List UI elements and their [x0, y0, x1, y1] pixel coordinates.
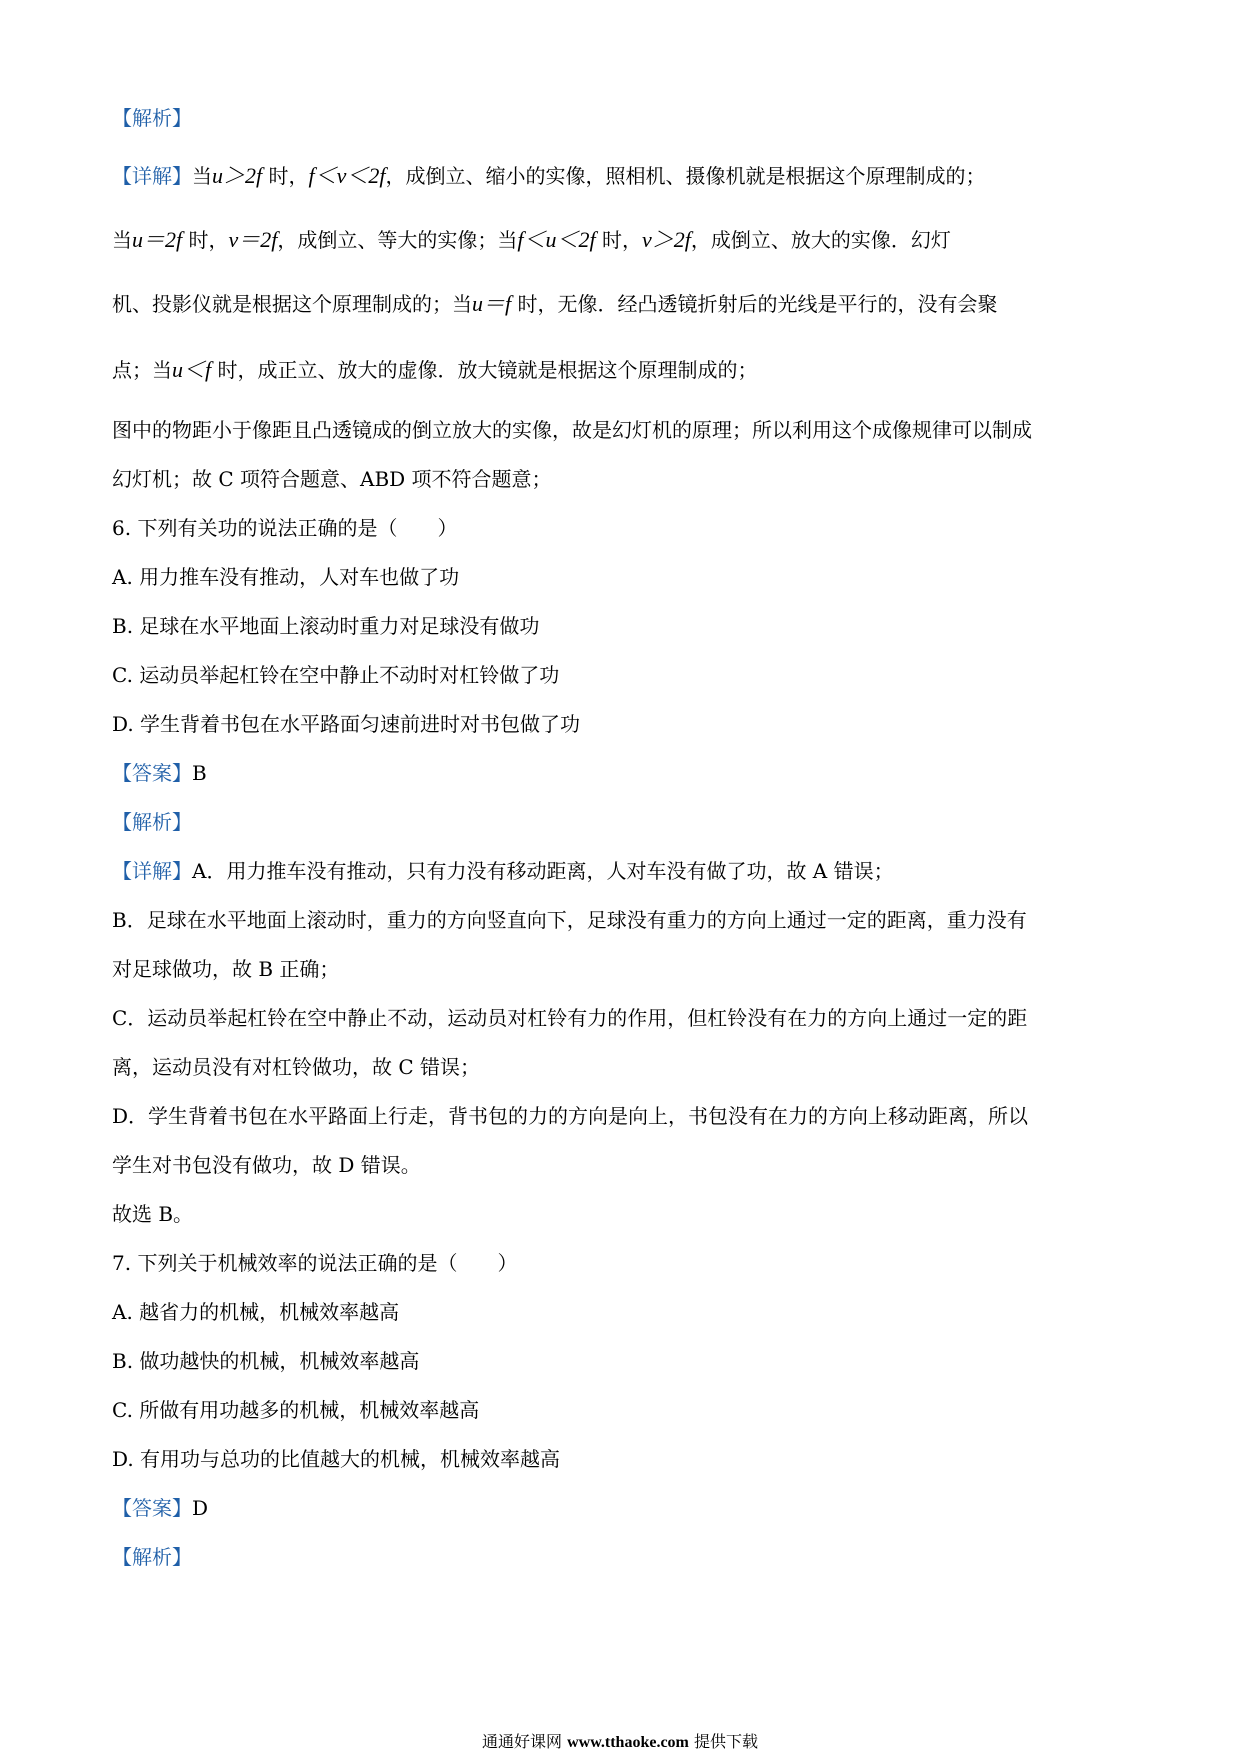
question-6-stem: 6. 下列有关功的说法正确的是（ ）	[112, 516, 458, 540]
detail-paragraph-line-1: 【详解】当u＞2f 时，f＜v＜2f，成倒立、缩小的实像，照相机、摄像机就是根据这个原理制成的；	[112, 163, 986, 188]
detail-paragraph-line-3: 机、投影仪就是根据这个原理制成的；当u＝f 时，无像．经凸透镜折射后的光线是平行的，没有会聚	[112, 291, 998, 316]
math-condition: f＜v＜2f	[308, 163, 386, 188]
math-condition: u＝f	[472, 291, 512, 316]
detail-paragraph-line-6: 幻灯机；故 C 项符合题意、ABD 项不符合题意；	[112, 467, 552, 491]
math-condition: f＜u＜2f	[517, 227, 596, 252]
question-6-analysis-heading: 【解析】	[112, 810, 192, 834]
question-6-detail-line-3: 对足球做功，故 B 正确；	[112, 957, 340, 981]
answer-value: B	[192, 761, 207, 785]
question-7-stem: 7. 下列关于机械效率的说法正确的是（ ）	[112, 1251, 518, 1275]
question-6-detail-line-2: B．足球在水平地面上滚动时，重力的方向竖直向下，足球没有重力的方向上通过一定的距离，重力没有	[112, 908, 1027, 932]
math-condition: u＞2f	[212, 163, 263, 188]
page-footer	[0, 1732, 1240, 1753]
question-7-analysis-heading: 【解析】	[112, 1545, 192, 1569]
detail-heading: 【详解】	[112, 859, 192, 883]
answer-heading: 【答案】	[112, 1496, 192, 1520]
question-6-option-c: C. 运动员举起杠铃在空中静止不动时对杠铃做了功	[112, 663, 560, 687]
answer-value: D	[192, 1496, 209, 1520]
detail-paragraph-line-5: 图中的物距小于像距且凸透镜成的倒立放大的实像，故是幻灯机的原理；所以利用这个成像规律可以制成	[112, 418, 1032, 442]
detail-paragraph-line-2: 当u＝2f 时，v＝2f，成倒立、等大的实像；当f＜u＜2f 时，v＞2f，成倒立、放大的实像．幻灯	[112, 227, 951, 252]
question-6-answer	[112, 759, 207, 787]
question-6-detail-line-1: 【详解】A．用力推车没有推动，只有力没有移动距离，人对车没有做了功，故 A 错误；	[112, 859, 894, 883]
question-6-option-d: D. 学生背着书包在水平路面匀速前进时对书包做了功	[112, 712, 581, 736]
detail-heading: 【详解】	[112, 164, 192, 188]
question-7-option-c: C. 所做有用功越多的机械，机械效率越高	[112, 1398, 480, 1422]
question-6-detail-line-6: D．学生背着书包在水平路面上行走，背书包的力的方向是向上，书包没有在力的方向上移动距离，所以	[112, 1104, 1029, 1128]
question-6-detail-line-5: 离，运动员没有对杠铃做功，故 C 错误；	[112, 1055, 481, 1079]
question-7-option-b: B. 做功越快的机械，机械效率越高	[112, 1349, 420, 1373]
question-7-answer	[112, 1494, 208, 1522]
footer-suffix: 提供下载	[693, 1732, 758, 1751]
answer-heading: 【答案】	[112, 761, 192, 785]
question-6-option-a: A. 用力推车没有推动，人对车也做了功	[112, 565, 460, 589]
detail-paragraph-line-4: 点；当u＜f 时，成正立、放大的虚像．放大镜就是根据这个原理制成的；	[112, 357, 758, 382]
analysis-heading: 【解析】	[112, 106, 192, 130]
footer-site-name: 通通好课网	[482, 1732, 563, 1751]
math-condition: v＝2f	[228, 227, 278, 252]
question-6-option-b: B. 足球在水平地面上滚动时重力对足球没有做功	[112, 614, 540, 638]
question-6-detail-line-4: C．运动员举起杠铃在空中静止不动，运动员对杠铃有力的作用，但杠铃没有在力的方向上通过一定的距	[112, 1006, 1028, 1030]
math-condition: u＜f	[172, 357, 212, 382]
question-7-option-a: A. 越省力的机械，机械效率越高	[112, 1300, 400, 1324]
footer-url-link[interactable]: www.tthaoke.com	[567, 1734, 689, 1751]
math-condition: u＝2f	[132, 227, 183, 252]
question-6-detail-line-7: 学生对书包没有做功，故 D 错误。	[112, 1153, 421, 1177]
question-7-option-d: D. 有用功与总功的比值越大的机械，机械效率越高	[112, 1447, 561, 1471]
math-condition: v＞2f	[641, 227, 691, 252]
question-6-conclusion: 故选 B。	[112, 1202, 194, 1226]
